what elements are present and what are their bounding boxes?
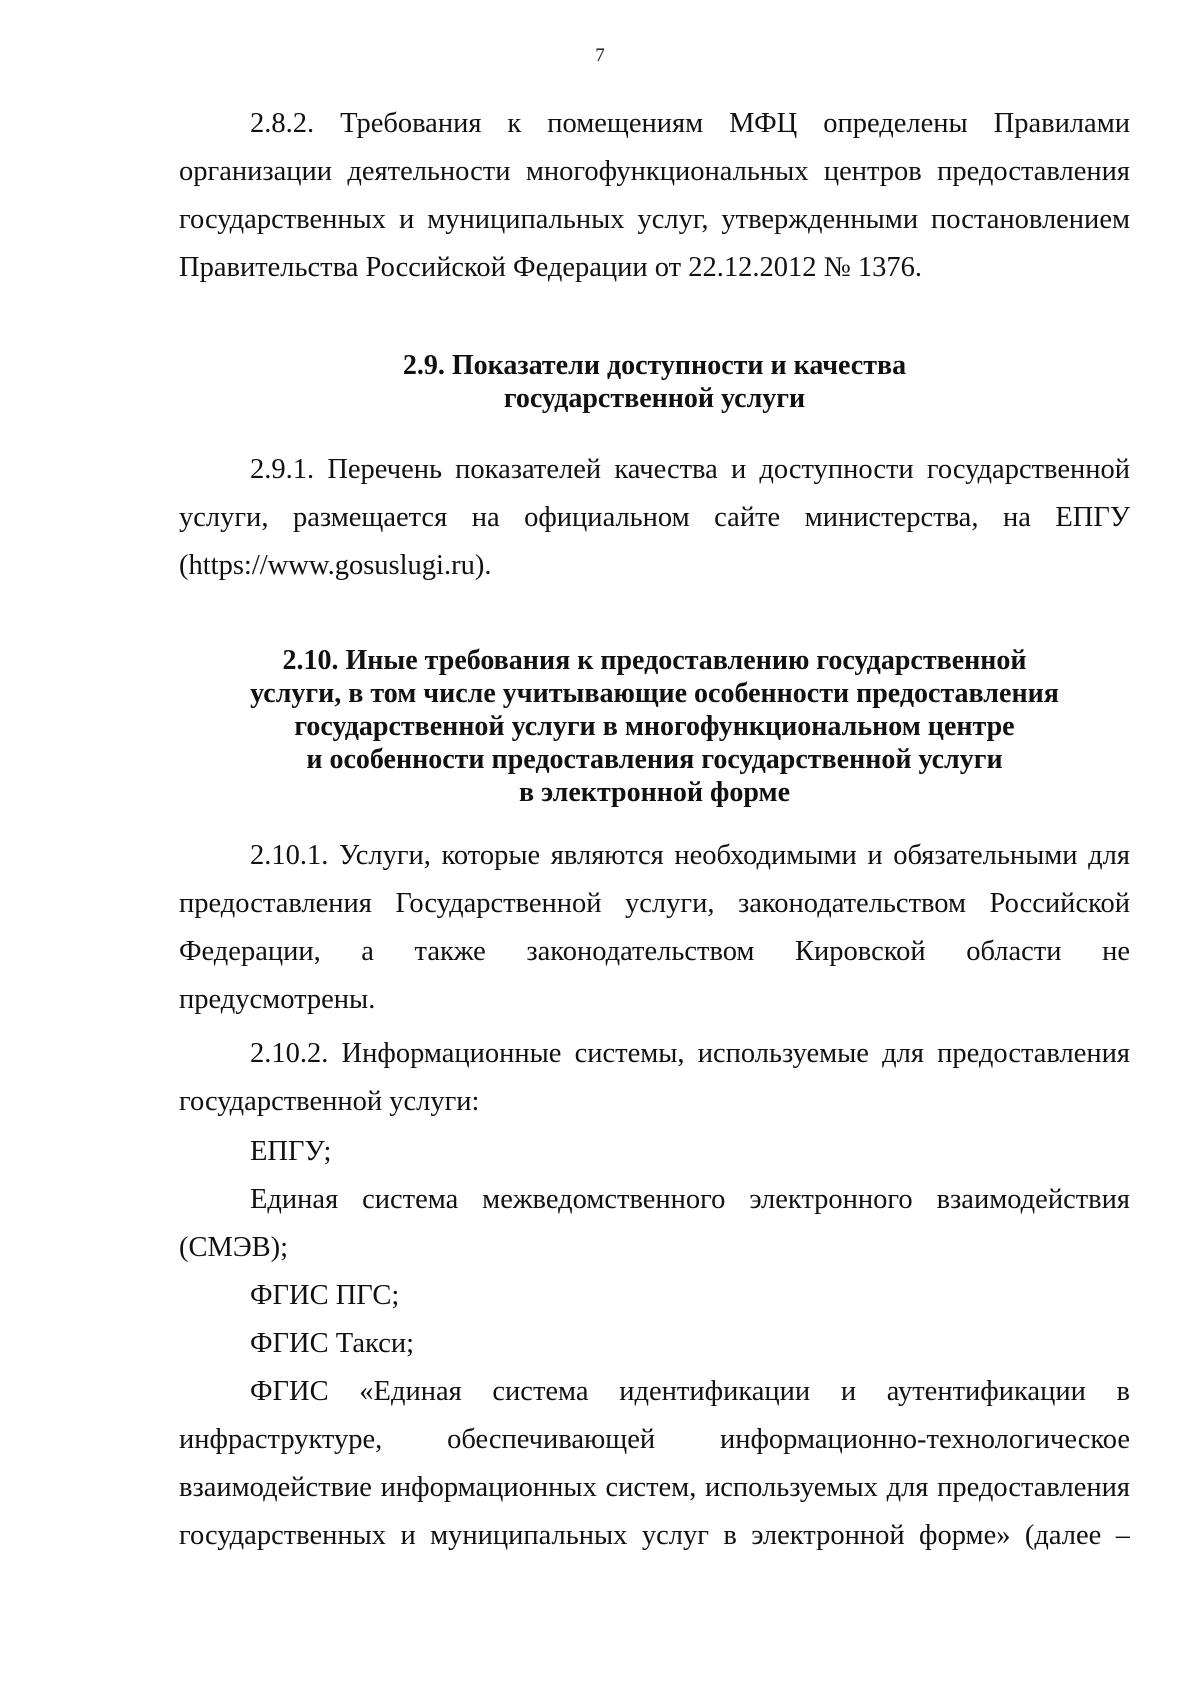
heading-line: 2.9. Показатели доступности и качества (402, 350, 907, 381)
text-line: Федерации, а также законодательством Кировской области не (179, 936, 1130, 967)
heading-line: в электронной форме (518, 777, 791, 808)
page-number: 7 (595, 45, 605, 66)
text-line: 2.10.2. Информационные системы, используемые для предоставления (250, 1038, 1130, 1069)
list-item-epgu (179, 1128, 1130, 1176)
text-line: взаимодействие информационных систем, используемых для предоставления (179, 1472, 1130, 1503)
text-line: Правительства Российской Федерации от 22.12.2012 № 1376. (179, 252, 923, 283)
text-line: государственных и муниципальных услуг в электронной форме» (далее – (179, 1520, 1130, 1551)
heading-line: и особенности предоставления государственной услуги (306, 744, 1003, 775)
text-line: 2.8.2. Требования к помещениям МФЦ определены Правилами (250, 108, 1130, 139)
list-item-smev (179, 1176, 1130, 1272)
text-line: инфраструктуре, обеспечивающей информационно-технологическое (179, 1424, 1130, 1455)
paragraph-2-10-2 (179, 1030, 1130, 1126)
list-item-fgis-pgs (179, 1272, 1130, 1320)
heading-line: государственной услуги в многофункциональном центре (294, 711, 1015, 742)
list-item-fgis-taxi (179, 1320, 1130, 1368)
text-line: Единая система межведомственного электронного взаимодействия (250, 1184, 1130, 1215)
section-heading-2-10 (179, 644, 1130, 809)
paragraph-2-8-2 (179, 100, 1130, 292)
text-line: ФГИС ПГС; (250, 1280, 400, 1311)
text-line: услуги, размещается на официальном сайте министерства, на ЕПГУ (179, 502, 1130, 533)
text-line: ФГИС Такси; (250, 1328, 415, 1359)
text-line: (СМЭВ); (179, 1232, 289, 1263)
paragraph-2-9-1 (179, 446, 1130, 590)
text-line: предусмотрены. (179, 984, 376, 1015)
heading-line: государственной услуги (503, 383, 806, 414)
section-heading-2-9 (179, 349, 1130, 415)
text-line: организации деятельности многофункциональных центров предоставления (179, 156, 1130, 187)
heading-line: услуги, в том числе учитывающие особенности предоставления (250, 678, 1059, 709)
text-line: государственных и муниципальных услуг, утвержденными постановлением (179, 204, 1130, 235)
text-line: 2.10.1. Услуги, которые являются необходимыми и обязательными для (250, 840, 1130, 871)
heading-line: 2.10. Иные требования к предоставлению государственной (282, 645, 1027, 676)
text-line: предоставления Государственной услуги, законодательством Российской (179, 888, 1130, 919)
text-line: ЕПГУ; (250, 1136, 332, 1167)
list-item-fgis-esia (179, 1368, 1130, 1560)
paragraph-2-10-1 (179, 832, 1130, 1024)
text-line: государственной услуги: (179, 1086, 480, 1117)
text-line: (https://www.gosuslugi.ru). (179, 550, 492, 581)
text-line: 2.9.1. Перечень показателей качества и доступности государственной (250, 454, 1130, 485)
text-line: ФГИС «Единая система идентификации и аутентификации в (250, 1376, 1130, 1407)
